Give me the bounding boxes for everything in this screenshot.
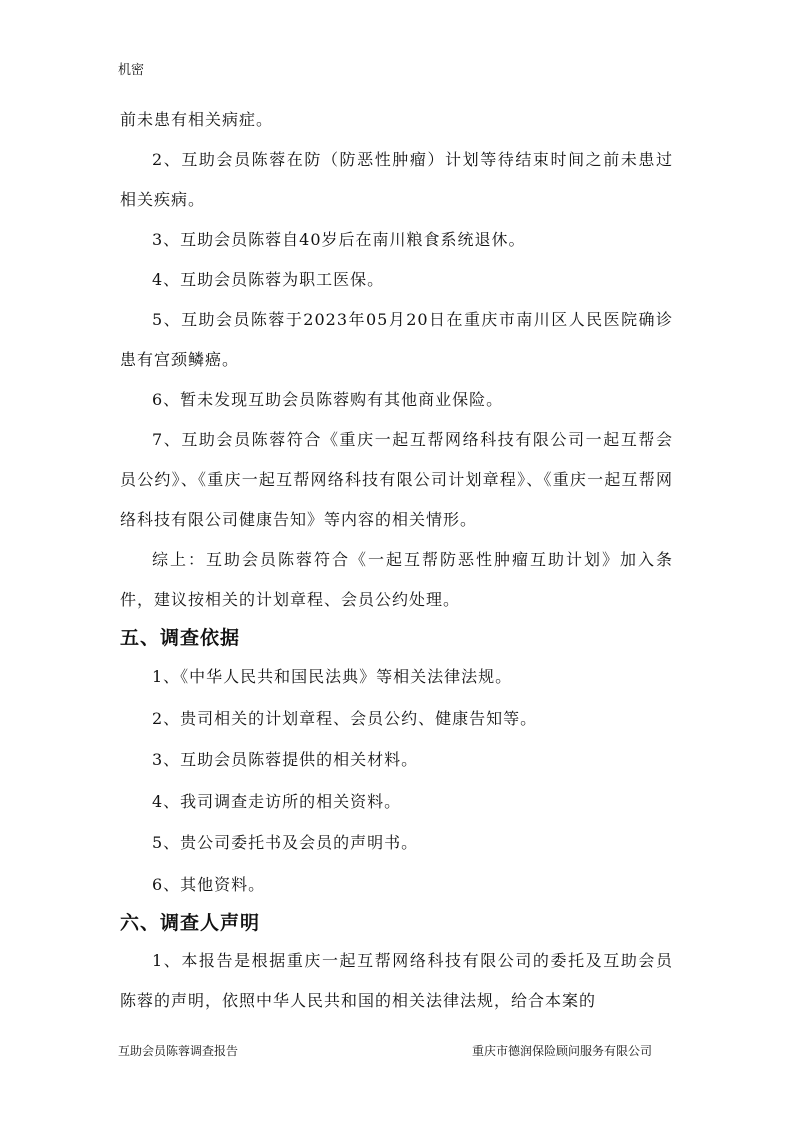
list-item: 6、其他资料。 — [152, 874, 266, 894]
paragraph-item-3: 3、互助会员陈蓉自40岁后在南川粮食系统退休。 — [152, 230, 526, 249]
paragraph-conclusion: 综上：互助会员陈蓉符合《一起互帮防恶性肿瘤互助计划》加入条件，建议按相关的计划章程、会员公约处理。 — [120, 550, 673, 609]
paragraph-continuation: 前未患有相关病症。 — [120, 110, 274, 129]
paragraph-item-5: 5、互助会员陈蓉于2023年05月20日在重庆市南川区人民医院确诊患有宫颈鳞癌。 — [120, 310, 673, 369]
paragraph-item-6: 6、暂未发现互助会员陈蓉购有其他商业保险。 — [152, 390, 504, 409]
declaration-paragraph: 1、本报告是根据重庆一起互帮网络科技有限公司的委托及互助会员陈蓉的声明，依照中华人民共和国的相关法律法规，给合本案的 — [120, 951, 673, 1010]
confidential-label: 机密 — [118, 63, 145, 78]
footer-report-title: 互助会员陈蓉调查报告 — [118, 1044, 239, 1058]
list-item: 3、互助会员陈蓉提供的相关材料。 — [152, 750, 419, 769]
paragraph-item-2: 2、互助会员陈蓉在防（防恶性肿瘤）计划等待结束时间之前未患过相关疾病。 — [120, 150, 673, 209]
section-heading-declaration: 六、调查人声明 — [120, 912, 261, 934]
list-item: 5、贵公司委托书及会员的声明书。 — [152, 833, 419, 852]
list-item: 1、《中华人民共和国民法典》等相关法律法规。 — [152, 667, 513, 686]
basis-list — [120, 656, 673, 905]
paragraph-item-7: 7、互助会员陈蓉符合《重庆一起互帮网络科技有限公司一起互帮会员公约》、《重庆一起互帮网络科技有限公司计划章程》、《重庆一起互帮网络科技有限公司健康告知》等内容的相关情形。 — [120, 430, 673, 529]
section-heading-basis: 五、调查依据 — [120, 627, 241, 649]
list-item: 2、贵司相关的计划章程、会员公约、健康告知等。 — [152, 708, 538, 728]
paragraph-item-4: 4、互助会员陈蓉为职工医保。 — [152, 270, 385, 289]
footer-company-name: 重庆市德润保险顾问服务有限公司 — [471, 1044, 652, 1058]
list-item: 4、我司调查走访所的相关资料。 — [152, 791, 402, 811]
document-body — [120, 100, 673, 1021]
